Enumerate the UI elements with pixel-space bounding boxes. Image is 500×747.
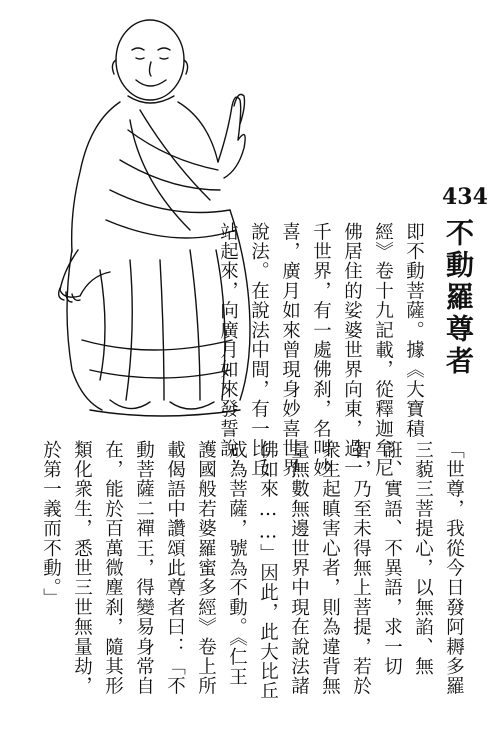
entry-number: 434 [442, 184, 488, 210]
text-column: 佛居住的娑婆世界向東，過一 [341, 222, 363, 479]
text-column: 類化衆生，悉世三世無量劫， [71, 440, 93, 697]
text-column: 在，能於百萬微塵刹，隨其形 [102, 440, 124, 697]
text-column: 動菩薩二禪王，得變易身常自 [133, 440, 155, 697]
text-column: 喜，廣月如來曾現身妙喜世界 [279, 222, 301, 479]
text-column: 說法。在說法中間，有一比丘 [248, 222, 270, 479]
entry-title: 不動羅尊者 [442, 218, 475, 378]
text-column: 載偈語中讚頌此尊者曰：「不 [164, 440, 186, 697]
text-column: 「世尊，我從今日發阿耨多羅 [443, 440, 465, 697]
text-column: 衆生起瞋害心者，則為違背無 [319, 440, 341, 697]
text-column: 成為菩薩，號為不動。《仁王 [226, 440, 248, 687]
text-column: 三藐三菩提心，以無諂、無 [412, 440, 434, 677]
text-column: 經》卷十九記載，從釋迦牟尼 [372, 222, 394, 479]
text-column: 站起來，向廣月如來發誓說： [217, 222, 239, 479]
text-column: 即不動菩薩。據《大寶積 [403, 222, 425, 439]
text-column: 智，乃至未得無上菩提，若於 [350, 440, 372, 697]
text-column: 護國般若婆羅蜜多經》卷上所 [195, 440, 217, 697]
text-column: 於第一義而不動。」 [40, 440, 62, 609]
text-column: 千世界，有一處佛刹，名叫妙 [310, 222, 332, 479]
text-column: 佛如來……」因此，此大比丘 [257, 440, 279, 702]
text-column: 量無數無邊世界中現在說法諸 [288, 440, 310, 697]
text-column: 誑、實語、不異語，求一切 [381, 440, 403, 677]
